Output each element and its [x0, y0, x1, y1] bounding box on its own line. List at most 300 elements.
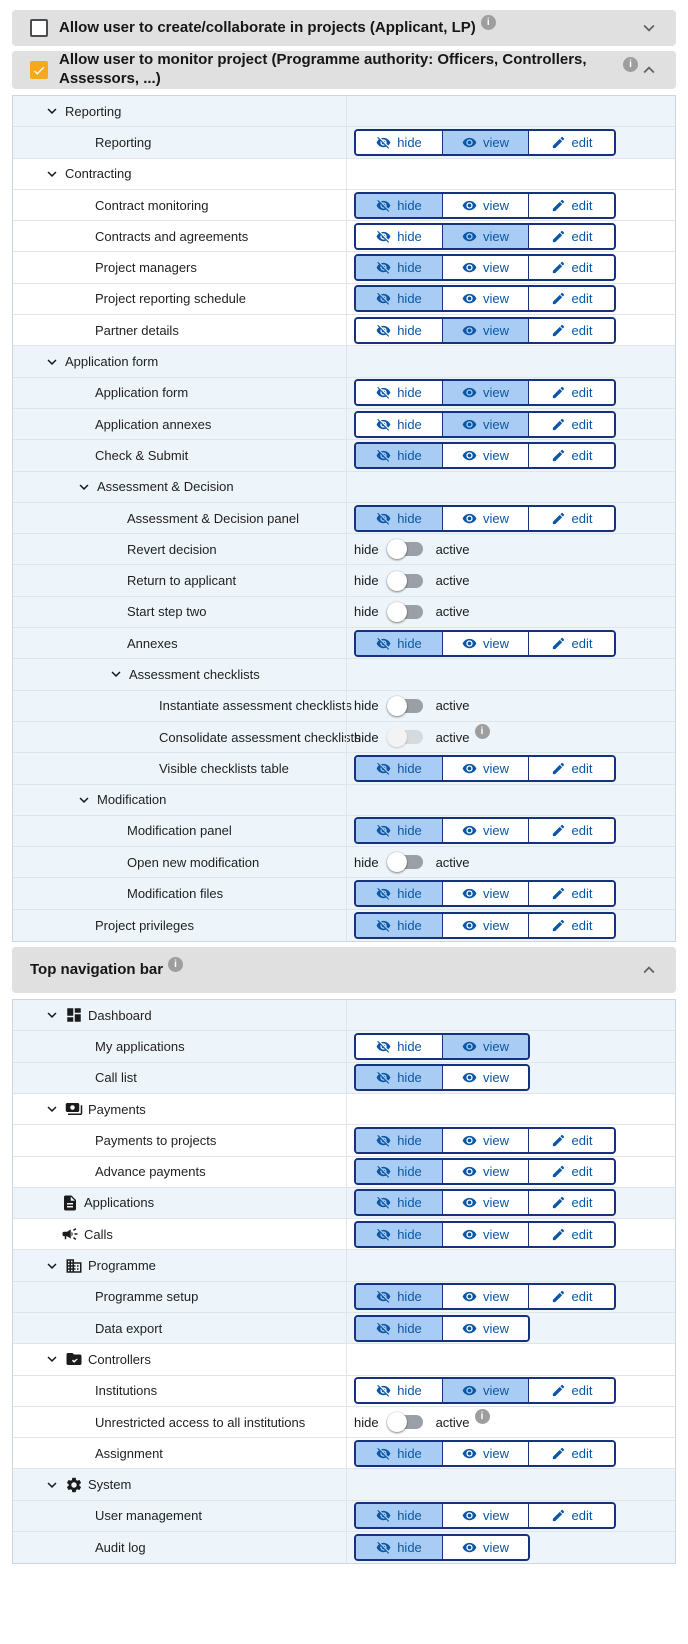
row-label: Application annexes: [95, 416, 212, 432]
visibility-segmented-control: [354, 223, 616, 250]
section-row[interactable]: [13, 1469, 675, 1500]
info-icon[interactable]: i: [475, 724, 490, 739]
hide-button[interactable]: [356, 319, 442, 342]
view-button[interactable]: [442, 194, 528, 217]
pencil-icon: [551, 291, 566, 306]
hide-button[interactable]: [356, 225, 442, 248]
hide-button[interactable]: [356, 444, 442, 467]
active-toggle[interactable]: [390, 1415, 423, 1429]
row-label: Programme setup: [95, 1289, 199, 1305]
edit-button[interactable]: [528, 1442, 614, 1465]
view-button[interactable]: [442, 1442, 528, 1465]
section-row[interactable]: [13, 472, 675, 503]
row-label: Project privileges: [95, 917, 194, 933]
segment-label: hide: [397, 197, 422, 213]
edit-button[interactable]: [528, 1160, 614, 1183]
panel-header-topnav[interactable]: [12, 947, 676, 993]
eye-off-icon: [376, 1446, 391, 1461]
row-controls: [346, 1031, 675, 1061]
toggle-knob: [387, 539, 407, 559]
view-button[interactable]: [442, 1160, 528, 1183]
pencil-icon: [551, 511, 566, 526]
view-button[interactable]: [442, 413, 528, 436]
expand-icon[interactable]: [43, 353, 61, 371]
pencil-icon: [551, 448, 566, 463]
edit-button[interactable]: [528, 225, 614, 248]
panel-header-create[interactable]: [12, 10, 676, 46]
toggle-off-label: hide: [354, 1414, 379, 1430]
view-button[interactable]: [442, 381, 528, 404]
permission-row: [13, 1157, 675, 1188]
row-label-cell: [13, 597, 346, 627]
eye-icon: [462, 229, 477, 244]
hide-button[interactable]: [356, 507, 442, 530]
visibility-segmented-control: [354, 1534, 530, 1561]
row-label-cell: [13, 252, 346, 282]
hide-button[interactable]: [356, 1035, 442, 1058]
visibility-segmented-control: [354, 1064, 530, 1091]
visibility-segmented-control: [354, 285, 616, 312]
segment-label: hide: [397, 322, 422, 338]
view-button[interactable]: [442, 1129, 528, 1152]
panel-header-monitor[interactable]: [12, 51, 676, 89]
expand-icon[interactable]: [43, 165, 61, 183]
section-row[interactable]: [13, 1344, 675, 1375]
segment-label: hide: [397, 447, 422, 463]
row-label: Payments: [88, 1101, 146, 1117]
hide-button[interactable]: [356, 1504, 442, 1527]
segment-label: edit: [571, 1132, 593, 1148]
view-button[interactable]: [442, 225, 528, 248]
row-controls: [346, 1469, 675, 1499]
permission-row: [13, 1376, 675, 1407]
edit-button[interactable]: [528, 256, 614, 279]
hide-button[interactable]: [356, 914, 442, 937]
eye-off-icon: [376, 1289, 391, 1304]
section-row[interactable]: [13, 1094, 675, 1125]
view-button[interactable]: [442, 819, 528, 842]
row-label: Call list: [95, 1070, 137, 1086]
visibility-segmented-control: [354, 630, 616, 657]
hide-button[interactable]: [356, 882, 442, 905]
edit-button[interactable]: [528, 757, 614, 780]
segment-label: hide: [397, 1070, 422, 1086]
segment-label: view: [482, 134, 509, 150]
eye-off-icon: [376, 1133, 391, 1148]
hide-button[interactable]: [356, 1536, 442, 1559]
row-label: Contract monitoring: [95, 197, 209, 213]
segment-label: hide: [397, 1289, 422, 1305]
segment-label: edit: [571, 197, 593, 213]
row-controls: [346, 472, 675, 502]
row-label-cell: [13, 346, 346, 376]
edit-button[interactable]: [528, 1223, 614, 1246]
row-label: Payments to projects: [95, 1132, 217, 1148]
segment-label: hide: [397, 1508, 422, 1524]
eye-icon: [462, 1164, 477, 1179]
row-label-cell: [13, 378, 346, 408]
hide-button[interactable]: [356, 131, 442, 154]
permission-row: [13, 722, 675, 753]
row-controls: [346, 1063, 675, 1093]
edit-button[interactable]: [528, 1504, 614, 1527]
visibility-segmented-control: [354, 912, 616, 939]
row-label: Modification: [97, 792, 167, 808]
edit-button[interactable]: [528, 1191, 614, 1214]
info-icon[interactable]: i: [168, 957, 183, 972]
segment-label: edit: [571, 1195, 593, 1211]
hide-button[interactable]: [356, 1317, 442, 1340]
view-button[interactable]: [442, 444, 528, 467]
permission-row: [13, 628, 675, 659]
toggle-on-label: active: [435, 541, 470, 557]
row-controls: [346, 284, 675, 314]
segment-label: hide: [397, 1445, 422, 1461]
row-controls: [346, 346, 675, 376]
section-row[interactable]: [13, 1000, 675, 1031]
panel-create: [12, 10, 676, 46]
row-controls: [346, 440, 675, 470]
view-button[interactable]: [442, 1285, 528, 1308]
view-button[interactable]: [442, 1223, 528, 1246]
monitor-checkbox[interactable]: [30, 61, 48, 79]
eye-off-icon: [376, 1039, 391, 1054]
visibility-segmented-control: [354, 1033, 530, 1060]
segment-label: view: [482, 197, 509, 213]
edit-button[interactable]: [528, 1129, 614, 1152]
info-icon[interactable]: i: [623, 57, 638, 72]
row-controls: [346, 409, 675, 439]
view-button[interactable]: [442, 1504, 528, 1527]
section-row[interactable]: [13, 159, 675, 190]
row-label: Institutions: [95, 1383, 158, 1399]
section-row[interactable]: [13, 96, 675, 127]
toggle-off-label: hide: [354, 698, 379, 714]
pencil-icon: [551, 918, 566, 933]
eye-off-icon: [376, 1508, 391, 1523]
view-button[interactable]: [442, 882, 528, 905]
expand-icon[interactable]: [75, 791, 93, 809]
eye-off-icon: [376, 385, 391, 400]
segment-label: edit: [571, 1226, 593, 1242]
segment-label: view: [482, 1540, 509, 1556]
row-label-cell: [13, 659, 346, 689]
row-label-cell: [13, 409, 346, 439]
permission-row: [13, 127, 675, 158]
segment-label: view: [482, 1038, 509, 1054]
active-toggle[interactable]: [390, 699, 423, 713]
row-label-cell: [13, 159, 346, 189]
eye-icon: [462, 448, 477, 463]
permission-row: [13, 1219, 675, 1250]
hide-button[interactable]: [356, 413, 442, 436]
view-button[interactable]: [442, 1066, 528, 1089]
domain-icon: [65, 1257, 83, 1275]
eye-icon: [462, 291, 477, 306]
expand-icon[interactable]: [43, 1006, 61, 1024]
row-label-cell: [13, 1125, 346, 1155]
eye-off-icon: [376, 260, 391, 275]
eye-icon: [462, 761, 477, 776]
edit-button[interactable]: [528, 287, 614, 310]
row-label-cell: [13, 1313, 346, 1343]
edit-button[interactable]: [528, 819, 614, 842]
row-label-cell: [13, 628, 346, 658]
segment-label: hide: [397, 1195, 422, 1211]
segment-label: hide: [397, 228, 422, 244]
hide-button[interactable]: [356, 1223, 442, 1246]
hide-button[interactable]: [356, 1379, 442, 1402]
info-icon[interactable]: i: [475, 1409, 490, 1424]
row-controls: [346, 1219, 675, 1249]
hide-button[interactable]: [356, 1191, 442, 1214]
segment-label: edit: [571, 886, 593, 902]
segment-label: hide: [397, 385, 422, 401]
segment-label: view: [482, 1289, 509, 1305]
expand-icon[interactable]: [43, 102, 61, 120]
edit-button[interactable]: [528, 413, 614, 436]
eye-icon: [462, 1289, 477, 1304]
row-label-cell: [13, 472, 346, 502]
row-label-cell: [13, 1532, 346, 1563]
segment-label: hide: [397, 1226, 422, 1242]
active-toggle[interactable]: [390, 855, 423, 869]
toggle-off-label: hide: [354, 604, 379, 620]
permission-row: [13, 1501, 675, 1532]
eye-off-icon: [376, 1195, 391, 1210]
permission-row: [13, 1438, 675, 1469]
pencil-icon: [551, 1133, 566, 1148]
view-button[interactable]: [442, 1536, 528, 1559]
row-controls: [346, 1376, 675, 1406]
active-toggle[interactable]: [390, 574, 423, 588]
permission-row: [13, 816, 675, 847]
eye-icon: [462, 135, 477, 150]
hide-button[interactable]: [356, 757, 442, 780]
row-label: Modification panel: [127, 823, 232, 839]
eye-icon: [462, 636, 477, 651]
edit-button[interactable]: [528, 319, 614, 342]
dashboard-icon: [65, 1006, 83, 1024]
permission-row: [13, 378, 675, 409]
visibility-segmented-control: [354, 411, 616, 438]
panel-topnav: [12, 947, 676, 1564]
eye-icon: [462, 1508, 477, 1523]
eye-off-icon: [376, 448, 391, 463]
segment-label: edit: [571, 1508, 593, 1524]
section-row[interactable]: [13, 1250, 675, 1281]
visibility-segmented-control: [354, 817, 616, 844]
edit-button[interactable]: [528, 194, 614, 217]
row-controls: [346, 96, 675, 126]
expand-icon[interactable]: [43, 1476, 61, 1494]
active-toggle[interactable]: [390, 730, 423, 744]
section-row[interactable]: [13, 659, 675, 690]
eye-off-icon: [376, 1540, 391, 1555]
row-controls: [346, 1125, 675, 1155]
toggle-off-label: hide: [354, 541, 379, 557]
permission-row: [13, 878, 675, 909]
row-label: Application form: [65, 354, 159, 370]
info-icon[interactable]: i: [481, 15, 496, 30]
row-label-cell: [13, 1188, 346, 1218]
panel-title: Top navigation bar: [30, 960, 164, 978]
row-controls: [346, 1094, 675, 1124]
expand-icon[interactable]: [43, 1100, 61, 1118]
chevron-up-icon[interactable]: [638, 959, 660, 981]
row-controls: [346, 816, 675, 846]
view-button[interactable]: [442, 256, 528, 279]
segment-label: view: [482, 1164, 509, 1180]
row-label: Partner details: [95, 322, 179, 338]
chevron-up-icon[interactable]: [638, 59, 660, 81]
row-label-cell: [13, 534, 346, 564]
segment-label: edit: [571, 322, 593, 338]
segment-label: hide: [397, 416, 422, 432]
hide-button[interactable]: [356, 1066, 442, 1089]
permission-row: [13, 691, 675, 722]
row-controls: [346, 847, 675, 877]
permission-row: [13, 284, 675, 315]
view-button[interactable]: [442, 632, 528, 655]
eye-icon: [462, 918, 477, 933]
row-label: Return to applicant: [127, 573, 237, 589]
row-label: Audit log: [95, 1540, 146, 1556]
toggle-on-label: active: [435, 729, 470, 745]
row-label-cell: [13, 878, 346, 908]
visibility-segmented-control: [354, 1158, 616, 1185]
hide-button[interactable]: [356, 381, 442, 404]
section-row[interactable]: [13, 346, 675, 377]
hide-button[interactable]: [356, 287, 442, 310]
row-label-cell: [13, 910, 346, 941]
view-button[interactable]: [442, 1035, 528, 1058]
row-controls: [346, 1282, 675, 1312]
hide-button[interactable]: [356, 1442, 442, 1465]
row-label: Consolidate assessment checklists: [159, 729, 361, 745]
row-label: Controllers: [88, 1351, 151, 1367]
expand-icon[interactable]: [107, 665, 125, 683]
row-label-cell: [13, 1438, 346, 1468]
segment-label: edit: [571, 416, 593, 432]
row-controls: [346, 910, 675, 941]
row-controls: [346, 1188, 675, 1218]
row-label-cell: [13, 284, 346, 314]
pencil-icon: [551, 1446, 566, 1461]
view-button[interactable]: [442, 131, 528, 154]
payments-icon: [65, 1100, 83, 1118]
view-button[interactable]: [442, 319, 528, 342]
row-label-cell: [13, 1282, 346, 1312]
segment-label: hide: [397, 1164, 422, 1180]
pencil-icon: [551, 229, 566, 244]
row-label-cell: [13, 1094, 346, 1124]
expand-icon[interactable]: [75, 478, 93, 496]
section-row[interactable]: [13, 785, 675, 816]
edit-button[interactable]: [528, 632, 614, 655]
hide-button[interactable]: [356, 632, 442, 655]
row-controls: [346, 1344, 675, 1374]
permission-row: [13, 409, 675, 440]
row-label-cell: [13, 847, 346, 877]
view-button[interactable]: [442, 757, 528, 780]
permission-row: [13, 597, 675, 628]
pencil-icon: [551, 198, 566, 213]
toggle-off-label: hide: [354, 573, 379, 589]
eye-icon: [462, 1446, 477, 1461]
segment-label: edit: [571, 260, 593, 276]
row-label-cell: [13, 1031, 346, 1061]
hide-button[interactable]: [356, 194, 442, 217]
hide-button[interactable]: [356, 256, 442, 279]
active-toggle[interactable]: [390, 605, 423, 619]
segment-label: hide: [397, 1383, 422, 1399]
edit-button[interactable]: [528, 1379, 614, 1402]
active-toggle[interactable]: [390, 542, 423, 556]
hide-button[interactable]: [356, 1160, 442, 1183]
edit-button[interactable]: [528, 131, 614, 154]
segment-label: view: [482, 447, 509, 463]
edit-button[interactable]: [528, 507, 614, 530]
segment-label: hide: [397, 1132, 422, 1148]
edit-button[interactable]: [528, 882, 614, 905]
view-button[interactable]: [442, 914, 528, 937]
chevron-down-icon[interactable]: [638, 17, 660, 39]
segment-label: hide: [397, 886, 422, 902]
row-controls: [346, 503, 675, 533]
eye-off-icon: [376, 761, 391, 776]
edit-button[interactable]: [528, 444, 614, 467]
visibility-segmented-control: [354, 1283, 616, 1310]
eye-icon: [462, 1540, 477, 1555]
view-button[interactable]: [442, 287, 528, 310]
row-controls: [346, 1407, 675, 1437]
edit-button[interactable]: [528, 914, 614, 937]
row-controls: [346, 597, 675, 627]
permission-row: [13, 1031, 675, 1062]
row-label: Annexes: [127, 635, 178, 651]
visibility-segmented-control: [354, 505, 616, 532]
view-button[interactable]: [442, 507, 528, 530]
segment-label: hide: [397, 823, 422, 839]
row-label-cell: [13, 565, 346, 595]
segment-label: edit: [571, 1164, 593, 1180]
row-controls: [346, 534, 675, 564]
hide-button[interactable]: [356, 819, 442, 842]
expand-icon[interactable]: [43, 1350, 61, 1368]
edit-button[interactable]: [528, 1285, 614, 1308]
view-button[interactable]: [442, 1191, 528, 1214]
view-button[interactable]: [442, 1317, 528, 1340]
segment-label: edit: [571, 510, 593, 526]
permission-row: [13, 1532, 675, 1563]
segment-label: edit: [571, 823, 593, 839]
create-checkbox[interactable]: [30, 19, 48, 37]
edit-button[interactable]: [528, 381, 614, 404]
row-label: Programme: [88, 1258, 156, 1274]
hide-button[interactable]: [356, 1129, 442, 1152]
permissions-table: [12, 999, 676, 1564]
segment-label: hide: [397, 134, 422, 150]
row-controls: [346, 159, 675, 189]
eye-icon: [462, 1383, 477, 1398]
expand-icon[interactable]: [43, 1257, 61, 1275]
view-button[interactable]: [442, 1379, 528, 1402]
segment-label: view: [482, 228, 509, 244]
segment-label: view: [482, 635, 509, 651]
hide-button[interactable]: [356, 1285, 442, 1308]
checkmark-icon: [32, 63, 46, 78]
